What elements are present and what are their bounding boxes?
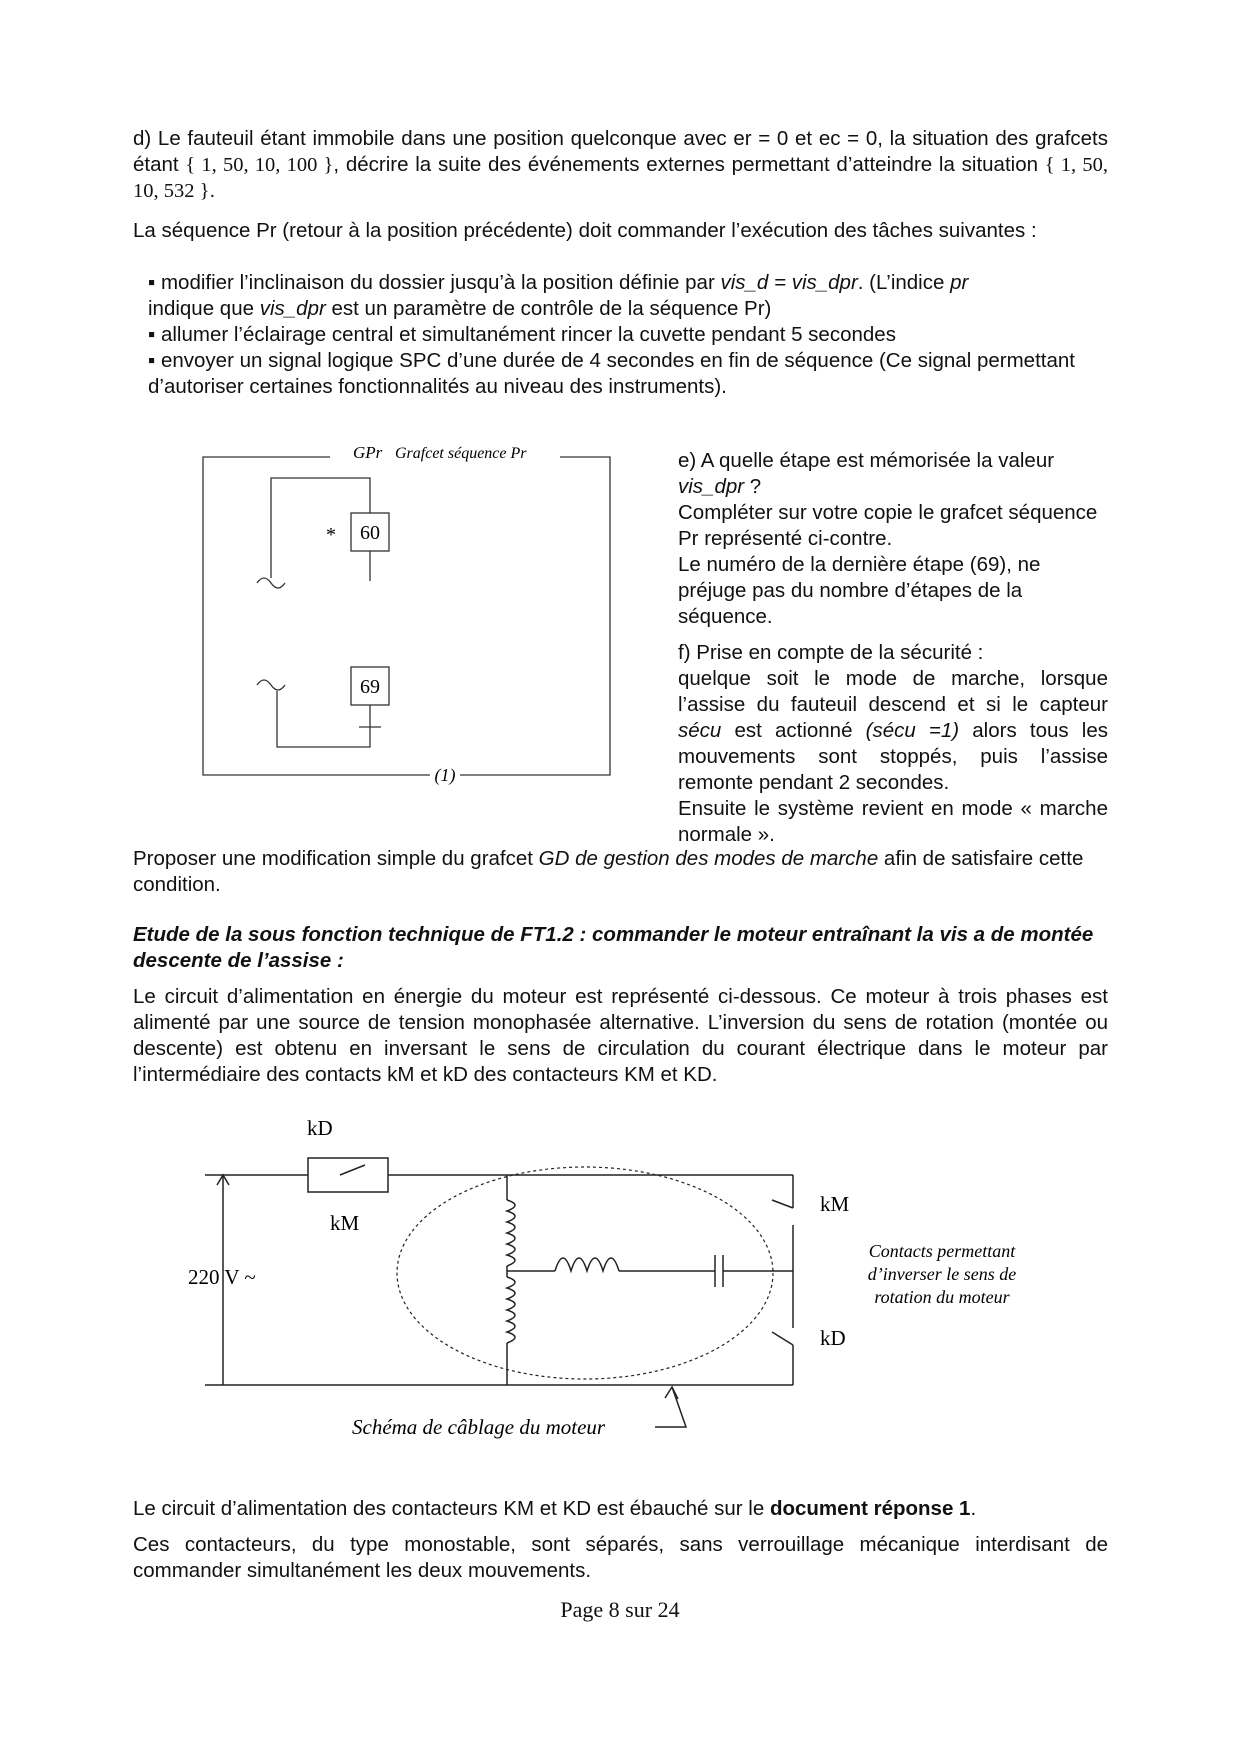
- question-d: d) Le fauteuil étant immobile dans une position quelconque avec er = 0 et ec = 0, la situation des grafcets étant { 1, 50, 10, 100 }, décrire la suite des événements externes permettant d’atteindre la situation { 1, 50, 10, 532 }.: [133, 127, 1108, 202]
- kM-right-label: kM: [820, 1192, 850, 1216]
- question-f: [678, 640, 1108, 848]
- note-line3: rotation du moteur: [874, 1287, 1010, 1307]
- contact-kM-switch: [772, 1200, 793, 1208]
- schematic-caption: Schéma de câblage du moteur: [352, 1415, 606, 1439]
- contact-kD-box: [308, 1158, 388, 1192]
- kD-top-label: kD: [307, 1116, 333, 1140]
- kM-left-label: kM: [330, 1211, 360, 1235]
- caption-pointer: [655, 1387, 686, 1427]
- note-line2: d’inverser le sens de: [867, 1264, 1017, 1284]
- grafcet-title-short: GPr: [353, 443, 383, 462]
- motor-schematic: [160, 1105, 1060, 1445]
- grafcet-loop-line: [271, 478, 370, 575]
- contact-kD-switch: [340, 1165, 365, 1175]
- question-e-line3: Compléter sur votre copie le grafcet séquence Pr représenté ci-contre.: [678, 501, 1098, 550]
- bullet-eclairage: ▪ allumer l’éclairage central et simultanément rincer la cuvette pendant 5 secondes: [148, 323, 896, 346]
- continuation-top-icon: [257, 680, 285, 690]
- section-heading: Etude de la sous fonction technique de FT1.2 : commander le moteur entraînant la vis a de montée descente de l’assise :: [133, 923, 1094, 972]
- contactor-description: Ces contacteurs, du type monostable, sont séparés, sans verrouillage mécanique interdisant de commander simultanément les deux mouvements.: [133, 1533, 1108, 1582]
- question-e-var: vis_dpr ?: [678, 475, 762, 498]
- contactor-text: Le circuit d’alimentation des contacteurs KM et KD est ébauché sur le document réponse 1.: [133, 1497, 977, 1520]
- question-f-title: f) Prise en compte de la sécurité :: [678, 641, 984, 664]
- kD-right-label: kD: [820, 1326, 846, 1350]
- sequence-intro: La séquence Pr (retour à la position précédente) doit commander l’exécution des tâches suivantes :: [133, 219, 1037, 242]
- bullet-inclinaison: ▪ modifier l’inclinaison du dossier jusqu’à la position définie par vis_d = vis_dpr. (L’indice pr indique que vis_dpr est un paramètre de contrôle de la séquence Pr): [148, 271, 969, 320]
- continuation-bottom-icon: [257, 578, 285, 588]
- bullet-signal-spc: ▪ envoyer un signal logique SPC d’une durée de 4 secondes en fin de séquence (Ce signal permettant d’autoriser certaines fonctionnalités au niveau des instruments).: [148, 349, 1075, 398]
- question-e-line4: Le numéro de la dernière étape (69), ne préjuge pas du nombre d’étapes de la séquence.: [678, 553, 1041, 628]
- circuit-intro: Le circuit d’alimentation en énergie du moteur est représenté ci-dessous. Ce moteur à trois phases est alimenté par une source de tension monophasée alternative. L’inversion du sens de rotation (montée ou descente) est obtenu en inversant le sens de circulation du courant électrique dans le moteur par l’intermédiaire des contacts kM et kD des contacteurs KM et KD.: [133, 985, 1108, 1086]
- step-69-label: 69: [360, 676, 380, 698]
- grafcet-title: Grafcet séquence Pr: [395, 445, 527, 462]
- grafcet-frame-right: [460, 457, 610, 775]
- winding-top-icon: [507, 1200, 515, 1266]
- transition-label: (1): [434, 765, 456, 785]
- proposal: Proposer une modification simple du grafcet GD de gestion des modes de marche afin de satisfaire cette condition.: [133, 847, 1084, 896]
- page-number: Page 8 sur 24: [560, 1597, 680, 1622]
- note-line1: Contacts permettant: [868, 1241, 1016, 1261]
- grafcet-diagram: [195, 435, 620, 785]
- winding-bottom-icon: [507, 1277, 515, 1343]
- question-f-line3: Ensuite le système revient en mode « marche normale ».: [678, 797, 1108, 846]
- voltage-label: 220 V ~: [188, 1265, 256, 1289]
- question-f-body: quelque soit le mode de marche, lorsque l’assise du fauteuil descend et si le capteur sécu est actionné (sécu =1) alors tous les mouvements sont stoppés, puis l’assise remonte pendant 2 secondes.: [678, 667, 1108, 794]
- question-e: [678, 448, 1108, 630]
- step-60-label: 60: [360, 522, 380, 544]
- initial-marker: *: [326, 524, 336, 546]
- motor-enclosure: [397, 1167, 773, 1379]
- question-e-line1: e) A quelle étape est mémorisée la valeur: [678, 449, 1055, 472]
- winding-horizontal-icon: [555, 1258, 619, 1271]
- contact-kD-right-switch: [772, 1332, 793, 1345]
- grafcet-frame-left: [203, 457, 430, 775]
